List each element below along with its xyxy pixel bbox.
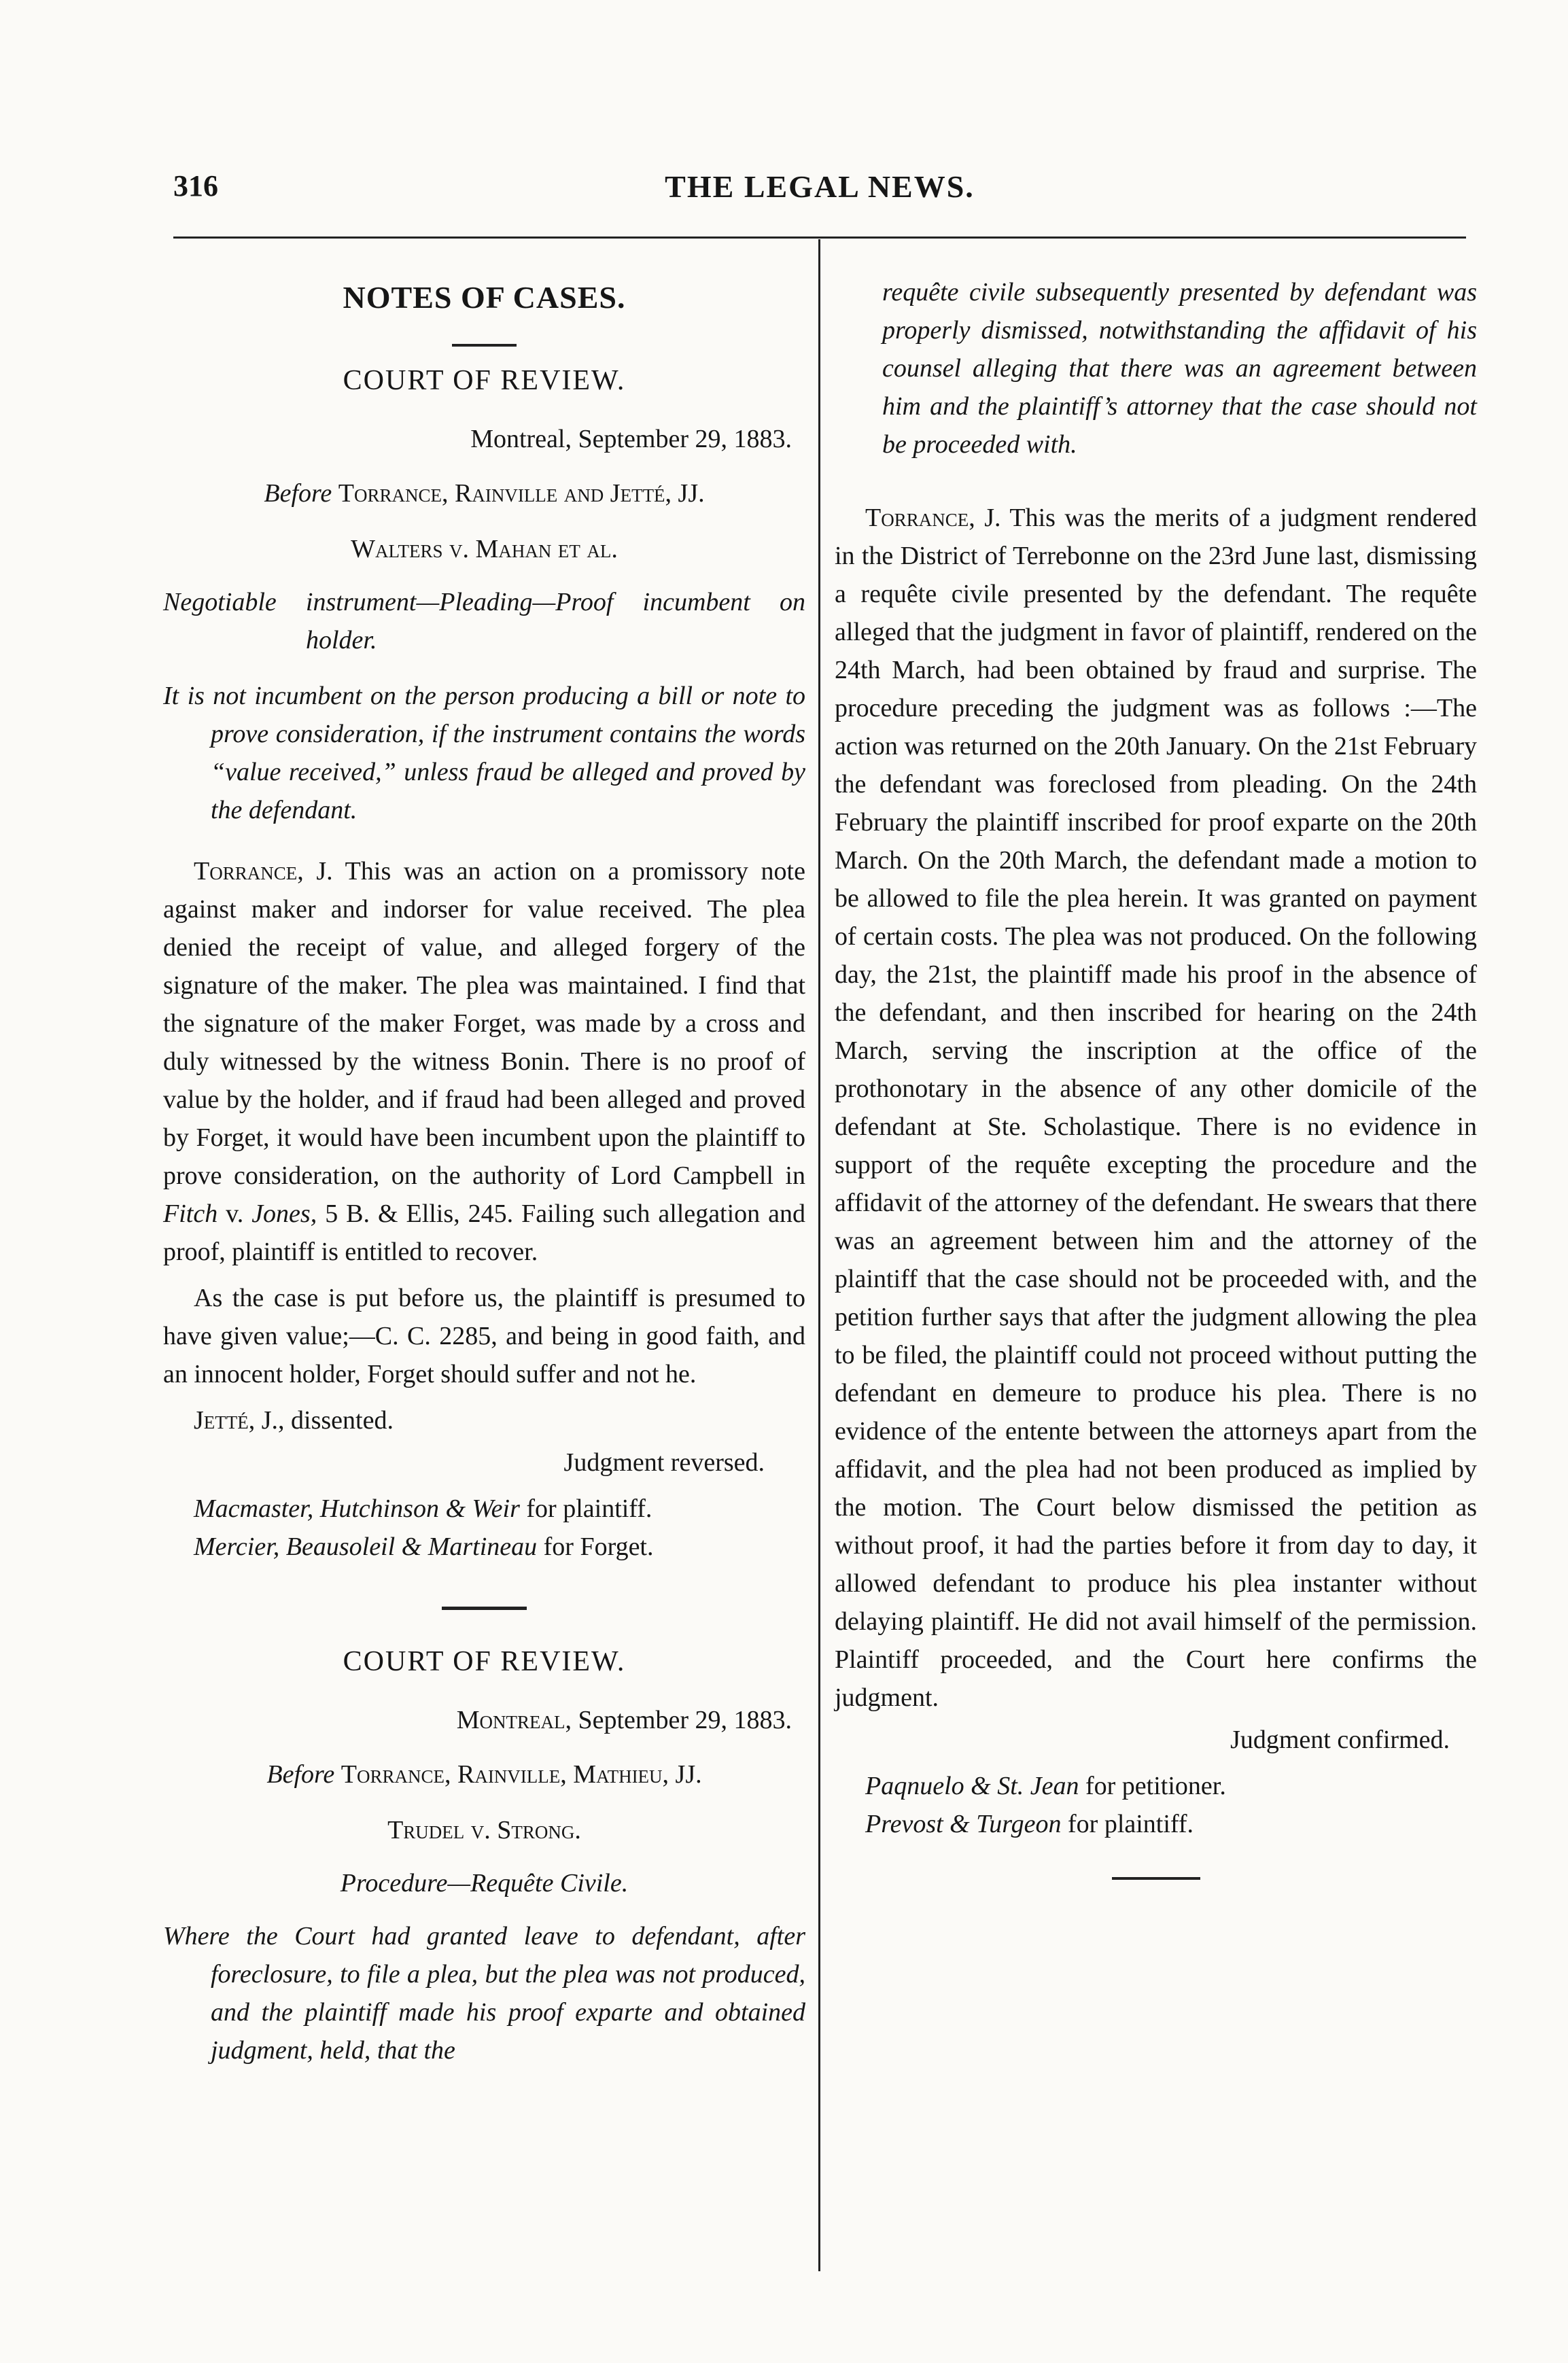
citation-name-2: Jones, — [251, 1200, 317, 1228]
opinion-judge: Torrance, J. — [194, 857, 333, 886]
case1-date: Montreal, September 29, 1883. — [470, 425, 792, 453]
case1-judgment: Judgment reversed. — [563, 1448, 765, 1477]
attorney-role: for plaintiff. — [1068, 1810, 1194, 1838]
case2-keywords: Procedure—Requête Civile. — [340, 1869, 629, 1897]
section-title: NOTES OF CASES. — [343, 280, 626, 315]
judges: Torrance, Rainville and Jetté, JJ. — [338, 479, 705, 508]
attorney-role: for petitioner. — [1085, 1772, 1226, 1800]
citation-name: Fitch — [163, 1200, 218, 1228]
case1-dissent — [163, 1401, 805, 1439]
opinion-judge: Torrance, J. — [865, 504, 1001, 532]
case2-date — [163, 1701, 805, 1739]
right-column — [835, 273, 1477, 1880]
before-word: Before — [264, 479, 332, 508]
section-rule — [442, 1607, 527, 1610]
attorney-name: Mercier, Beausoleil & Martineau — [194, 1533, 538, 1561]
attorney-role: for Forget. — [543, 1533, 654, 1561]
case1-opinion-p2: As the case is put before us, the plaintiff is presumed to have given value;—C. C. 2285, and being in good faith, and an innocent holder, Forget should suffer and not he. — [163, 1284, 805, 1388]
case1-parties: Walters v. Mahan et al. — [351, 535, 618, 563]
running-title: THE LEGAL NEWS. — [665, 169, 975, 204]
case1-headnote: It is not incumbent on the person producing a bill or note to prove consideration, if the instrument contains the words “value received,” unless fraud be alleged and proved by the defendant. — [163, 682, 805, 824]
attorney-name: Paqnuelo & St. Jean — [865, 1772, 1079, 1800]
case2-judgment: Judgment confirmed. — [1230, 1726, 1450, 1754]
attorney-name: Macmaster, Hutchinson & Weir — [194, 1494, 520, 1523]
page-header — [173, 169, 1466, 209]
case2-attorney-1 — [835, 1767, 1477, 1805]
citation-v: v. — [226, 1200, 244, 1228]
opinion-text: This was the merits of a judgment rendered in the District of Terrebonne on the 23rd June last, dismissing a requête civile presented by the defendant. The requête alleged that the judgment in favor of plaintiff, rendered on the 24th March, had been obtained by fraud and surprise. The procedure preceding the judgment was as follows :—The action was returned on the 20th January. On the 21st February the defendant was foreclosed from pleading. On the 24th February the plaintiff inscribed for proof exparte on the 20th March. On the 20th March, the defendant made a motion to be allowed to file the plea herein. It was granted on payment of certain costs. The plea was not produced. On the following day, the 21st, the plaintiff made his proof in the absence of the defendant, and then inscribed for hearing on the 24th March, serving the inscription at the office of the prothonotary in the absence of any other domicile of the defendant at Ste. Scholastique. There is no evidence in support of the requête excepting the procedure and the affidavit of the attorney of the defendant. He swears that there was an agreement between him and the attorney of the plaintiff that the case should not be proceeded with, and the petition further says that after the judgment allowing the plea to be filed, the plaintiff could not proceed without putting the defendant en demeure to produce his plea. There is no evidence of the entente between the attorneys apart from the affidavit, and the plea had not been produced as implied by the motion. The Court below dismissed the petition as without proof, it had the parties before it from day to day, it allowed defendant to produce his plea instanter without delaying plaintiff. He did not avail himself of the permission. Plaintiff proceeded, and the Court here confirms the judgment. — [835, 504, 1477, 1712]
attorney-name: Prevost & Turgeon — [865, 1810, 1062, 1838]
attorney-role: for plaintiff. — [526, 1494, 652, 1523]
before-word: Before — [266, 1760, 335, 1789]
case2-headnote: Where the Court had granted leave to defendant, after foreclosure, to file a plea, but the plea was not produced, and the plaintiff made his proof exparte and obtained judgment, held, that the — [163, 1922, 805, 2065]
column-divider — [818, 239, 820, 2271]
case1-court: COURT OF REVIEW. — [343, 365, 626, 396]
opinion-text: This was an action on a promissory note against maker and indorser for value received. The plea denied the receipt of value, and alleged forgery of the signature of the maker. The plea was maintained. I find that the signature of the maker Forget, was made by a cross and duly witnessed by the witness Bonin. There is no proof of value by the holder, and if fraud had been alleged and proved by Forget, it would have been incumbent upon the plaintiff to prove consideration, on the authority of Lord Campbell in — [163, 857, 805, 1190]
case2-opinion — [835, 499, 1477, 1717]
left-column — [163, 279, 805, 2093]
dissent-text: dissented. — [291, 1406, 394, 1435]
opinion-text-end: 5 B. & Ellis, 245. Failing such allegation and proof, plaintiff is entitled to recover. — [163, 1200, 806, 1266]
short-rule — [452, 344, 517, 347]
page-number: 316 — [173, 169, 218, 203]
case2-bench — [163, 1755, 805, 1793]
case2-court: COURT OF REVIEW. — [343, 1646, 626, 1677]
date-rest: September 29, 1883. — [578, 1706, 792, 1734]
judges: Torrance, Rainville, Mathieu, JJ. — [341, 1760, 702, 1789]
case1-opinion-p1 — [163, 852, 805, 1271]
date-city: Montreal, — [456, 1706, 572, 1734]
case2-attorney-2 — [835, 1805, 1477, 1843]
case1-attorney-2 — [163, 1528, 805, 1566]
header-rule — [173, 237, 1466, 239]
case1-attorney-1 — [163, 1490, 805, 1528]
case1-bench — [163, 474, 805, 512]
end-rule — [1112, 1877, 1200, 1880]
dissent-judge: Jetté, J., — [194, 1406, 285, 1435]
case2-parties: Trudel v. Strong. — [387, 1816, 581, 1844]
case1-keywords: Negotiable instrument—Pleading—Proof incumbent on holder. — [163, 588, 805, 654]
case2-headnote-cont: requête civile subsequently presented by defendant was properly dismissed, notwithstanding the affidavit of his counsel alleging that there was an agreement between him and the plaintiff’s attorney that the case should not be proceeded with. — [882, 278, 1477, 459]
